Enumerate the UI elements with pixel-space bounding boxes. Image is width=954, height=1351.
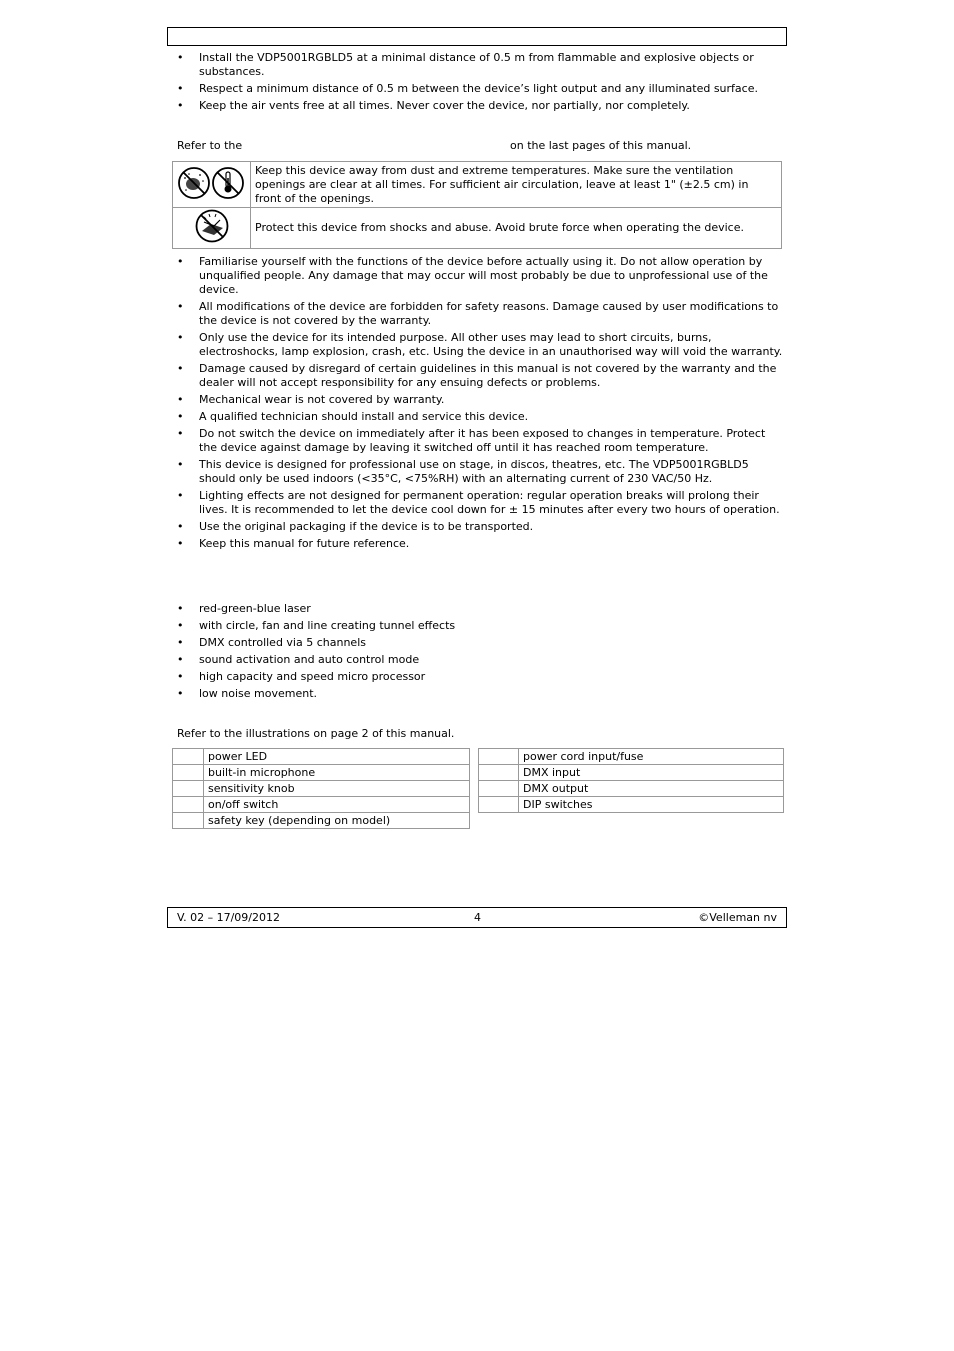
- warranty-ref-prefix: Refer to the: [177, 139, 243, 152]
- part-label: power LED: [204, 749, 470, 765]
- table-row: [479, 797, 784, 813]
- part-label: built-in microphone: [204, 765, 470, 781]
- no-shock-icon: [192, 208, 232, 244]
- table-row: [173, 162, 782, 208]
- footer-page-number: 4: [474, 911, 481, 924]
- table-row: [173, 749, 470, 765]
- table-row: [173, 813, 470, 829]
- warranty-ref-suffix: on the last pages of this manual.: [510, 139, 692, 152]
- list-item: • low noise movement.: [167, 687, 785, 701]
- install-bullet-list: [167, 51, 785, 116]
- pictogram-text: Protect this device from shocks and abuse. Avoid brute force when operating the device.: [251, 208, 782, 249]
- list-item: • Damage caused by disregard of certain guidelines in this manual is not covered by the warranty and the dealer will not accept responsibility for any ensuing defects or problems.: [167, 362, 785, 390]
- pictogram-text: Keep this device away from dust and extreme temperatures. Make sure the ventilation openings are clear at all times. For sufficient air circulation, leave at least 1" (±2.5 cm) in front of the openings.: [251, 162, 782, 208]
- header-box: [167, 27, 787, 46]
- no-extreme-temperature-icon: [213, 168, 243, 198]
- list-item: • DMX controlled via 5 channels: [167, 636, 785, 650]
- part-label: sensitivity knob: [204, 781, 470, 797]
- list-item: • Do not switch the device on immediately after it has been exposed to changes in temperature. Protect the device against damage by leaving it switched off until it has reached room temperature.: [167, 427, 785, 455]
- list-item: • This device is designed for professional use on stage, in discos, theatres, etc. The VDP5001RGBLD5 should only be used indoors (<35°C, <75%RH) with an alternating current of 230 VAC/50 Hz.: [167, 458, 785, 486]
- list-item: • Install the VDP5001RGBLD5 at a minimal distance of 0.5 m from flammable and explosive objects or substances.: [167, 51, 785, 79]
- list-item: • Use the original packaging if the device is to be transported.: [167, 520, 785, 534]
- part-label: DMX input: [519, 765, 784, 781]
- list-item: • high capacity and speed micro processor: [167, 670, 785, 684]
- table-row: [479, 749, 784, 765]
- list-item: • Mechanical wear is not covered by warranty.: [167, 393, 785, 407]
- general-bullet-list: [167, 255, 785, 554]
- list-item: • Only use the device for its intended purpose. All other uses may lead to short circuits, burns, electroshocks, lamp explosion, crash, etc. Using the device in an unauthorised way will void the warranty.: [167, 331, 785, 359]
- table-row: [173, 765, 470, 781]
- table-row: [173, 208, 782, 249]
- parts-table-left: [172, 748, 470, 829]
- footer-copyright: ©Velleman nv: [698, 911, 777, 924]
- part-label: DMX output: [519, 781, 784, 797]
- pictogram-cell: [173, 162, 251, 208]
- part-label: DIP switches: [519, 797, 784, 813]
- pictogram-icons: [176, 164, 248, 202]
- part-label: power cord input/fuse: [519, 749, 784, 765]
- pictogram-table: [172, 161, 782, 249]
- list-item: • red-green-blue laser: [167, 602, 785, 616]
- footer: [167, 907, 787, 928]
- no-dust-icon: [179, 168, 209, 198]
- list-item: • Respect a minimum distance of 0.5 m between the device’s light output and any illuminated surface.: [167, 82, 785, 96]
- list-item: • with circle, fan and line creating tunnel effects: [167, 619, 785, 633]
- list-item: • All modifications of the device are forbidden for safety reasons. Damage caused by user modifications to the device is not covered by the warranty.: [167, 300, 785, 328]
- pictogram-cell: [173, 208, 251, 249]
- list-item: • A qualified technician should install and service this device.: [167, 410, 785, 424]
- feature-bullet-list: [167, 602, 785, 704]
- list-item: • sound activation and auto control mode: [167, 653, 785, 667]
- part-label: on/off switch: [204, 797, 470, 813]
- footer-version: V. 02 – 17/09/2012: [177, 911, 280, 924]
- list-item: • Familiarise yourself with the functions of the device before actually using it. Do not allow operation by unqualified people. Any damage that may occur will most probably be due to unprofessional use of the device.: [167, 255, 785, 297]
- list-item: • Keep this manual for future reference.: [167, 537, 785, 551]
- table-row: [479, 765, 784, 781]
- part-label: safety key (depending on model): [204, 813, 470, 829]
- table-row: [173, 797, 470, 813]
- parts-table-right: [478, 748, 784, 813]
- table-row: [173, 781, 470, 797]
- list-item: • Keep the air vents free at all times. Never cover the device, nor partially, nor completely.: [167, 99, 785, 113]
- list-item: • Lighting effects are not designed for permanent operation: regular operation breaks will prolong their lives. It is recommended to let the device cool down for ± 15 minutes after every two hours of operation.: [167, 489, 785, 517]
- overview-ref: Refer to the illustrations on page 2 of this manual.: [177, 727, 455, 740]
- table-row: [479, 781, 784, 797]
